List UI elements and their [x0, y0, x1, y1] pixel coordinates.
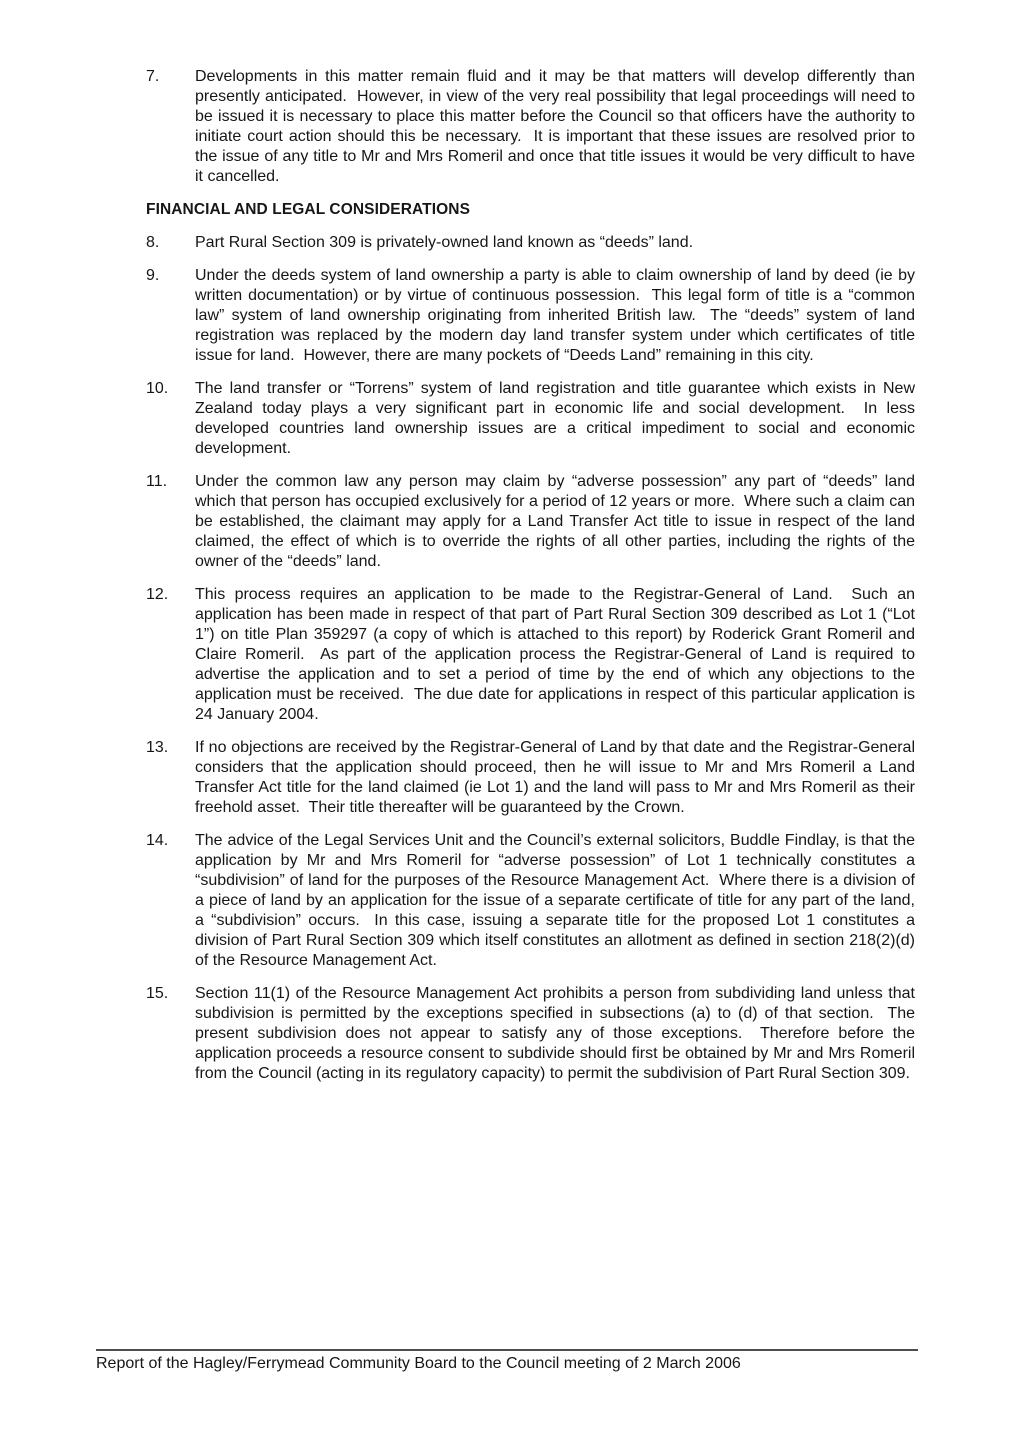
paragraph-14-text: The advice of the Legal Services Unit and the Council’s external solicitors, Buddle Findlay, is that the application by Mr and Mrs Romeril for “adverse possession” of Lot 1 technically constitutes a “subdivision” of land for the purposes of the Resource Management Act. Where there is a division of a piece of land by an application for the issue of a separate certificate of title for any part of the land, a “subdivision” occurs. In this case, issuing a separate title for the proposed Lot 1 constitutes a division of Part Rural Section 309 which itself constitutes an allotment as defined in section 218(2)(d) of the Resource Management Act.: [195, 832, 920, 969]
paragraph-9-text: Under the deeds system of land ownership a party is able to claim ownership of land by deed (ie by written documentation) or by virtue of continuous possession. This legal form of title is a “common law” system of land ownership originating from inherited British law. The “deeds” system of land registration was replaced by the modern day land transfer system under which certificates of title issue for land. However, there are many pockets of “Deeds Land” remaining in this city.: [195, 267, 920, 364]
footer-text: Report of the Hagley/Ferrymead Community Board to the Council meeting of 2 March 2006: [96, 1355, 741, 1372]
paragraph-14: [146, 831, 920, 971]
paragraph-8-number: 8.: [146, 234, 160, 251]
paragraph-15-number: 15.: [146, 985, 169, 1002]
paragraph-12: [146, 585, 920, 725]
paragraph-9: [146, 266, 920, 366]
paragraph-14-number: 14.: [146, 832, 169, 849]
paragraph-7: [146, 67, 920, 187]
paragraph-13: [146, 738, 920, 818]
paragraph-8: [146, 233, 915, 253]
section-heading: FINANCIAL AND LEGAL CONSIDERATIONS: [146, 201, 471, 218]
paragraph-7-text: Developments in this matter remain fluid and it may be that matters will develop differently than presently anticipated. However, in view of the very real possibility that legal proceedings will need to be issued it is necessary to place this matter before the Council so that officers have the authority to initiate court action should this be necessary. It is important that these issues are resolved prior to the issue of any title to Mr and Mrs Romeril and once that title issues it would be very difficult to have it cancelled.: [195, 68, 920, 185]
page-footer: [96, 1349, 918, 1374]
paragraph-13-text: If no objections are received by the Registrar-General of Land by that date and the Registrar-General considers that the application should proceed, then he will issue to Mr and Mrs Romeril a Land Transfer Act title for the land claimed (ie Lot 1) and the land will pass to Mr and Mrs Romeril as their freehold asset. Their title thereafter will be guaranteed by the Crown.: [195, 739, 920, 816]
report-body: [146, 67, 920, 1097]
footer-rule: [96, 1349, 918, 1351]
paragraph-13-number: 13.: [146, 739, 169, 756]
paragraph-12-text: This process requires an application to be made to the Registrar-General of Land. Such an application has been made in respect of that part of Part Rural Section 309 described as Lot 1 (“Lot 1”) on title Plan 359297 (a copy of which is attached to this report) by Roderick Grant Romeril and Claire Romeril. As part of the application process the Registrar-General of Land is required to advertise the application and to set a period of time by the end of which any objections to the application must be received. The due date for applications in respect of this particular application is 24 January 2004.: [195, 586, 920, 723]
paragraph-15: [146, 984, 920, 1084]
paragraph-15-text: Section 11(1) of the Resource Management Act prohibits a person from subdividing land unless that subdivision is permitted by the exceptions specified in subsections (a) to (d) of that section. The present subdivision does not appear to satisfy any of those exceptions. Therefore before the application proceeds a resource consent to subdivide should first be obtained by Mr and Mrs Romeril from the Council (acting in its regulatory capacity) to permit the subdivision of Part Rural Section 309.: [195, 985, 920, 1082]
paragraph-10-text: The land transfer or “Torrens” system of land registration and title guarantee which exists in New Zealand today plays a very significant part in economic life and social development. In less developed countries land ownership issues are a critical impediment to social and economic development.: [195, 380, 920, 457]
paragraph-9-number: 9.: [146, 267, 160, 284]
paragraph-7-number: 7.: [146, 68, 160, 85]
paragraph-8-text: Part Rural Section 309 is privately-owned land known as “deeds” land.: [195, 234, 694, 251]
paragraph-11-number: 11.: [146, 473, 168, 490]
paragraph-10: [146, 379, 920, 459]
paragraph-10-number: 10.: [146, 380, 169, 397]
paragraph-11: [146, 472, 920, 572]
paragraph-11-text: Under the common law any person may claim by “adverse possession” any part of “deeds” land which that person has occupied exclusively for a period of 12 years or more. Where such a claim can be established, the claimant may apply for a Land Transfer Act title to issue in respect of the land claimed, the effect of which is to override the rights of all other parties, including the rights of the owner of the “deeds” land.: [195, 473, 920, 570]
paragraph-12-number: 12.: [146, 586, 169, 603]
